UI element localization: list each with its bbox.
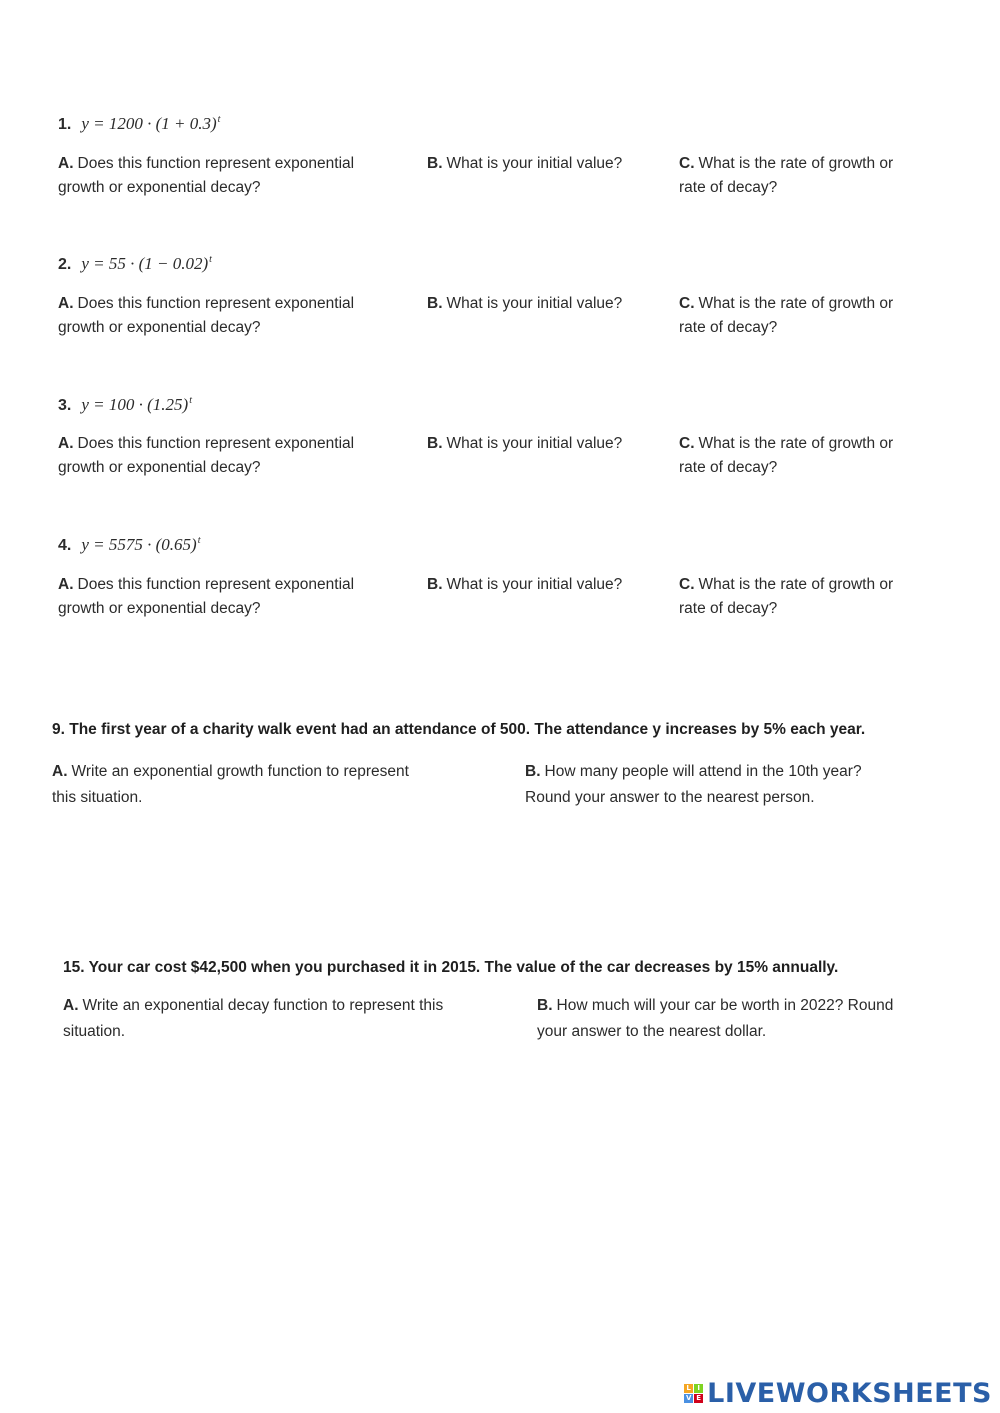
part-b bbox=[427, 573, 657, 597]
part-c-text: What is the rate of growth or rate of decay? bbox=[679, 155, 894, 196]
part-a-text: Write an exponential decay function to represent this situation. bbox=[63, 997, 444, 1040]
question-number: 3. bbox=[58, 397, 72, 414]
part-c-label: C. bbox=[679, 155, 695, 172]
part-c-label: C. bbox=[679, 435, 695, 452]
part-c-label: C. bbox=[679, 295, 695, 312]
part-c bbox=[679, 432, 939, 480]
word-problem-title: 9. The first year of a charity walk event had an attendance of 500. The attendance y increases by 5% each year. bbox=[52, 721, 866, 738]
logo-text: LIVEWORKSHEETS bbox=[707, 1378, 992, 1409]
equation-base: y = 5575 · (0.65) bbox=[81, 535, 197, 554]
part-a-text: Does this function represent exponential growth or exponential decay? bbox=[58, 576, 355, 617]
part-a-label: A. bbox=[58, 295, 74, 312]
part-c bbox=[679, 292, 939, 340]
word-part-b bbox=[525, 759, 945, 811]
part-c-label: C. bbox=[679, 576, 695, 593]
equation-exponent: t bbox=[189, 395, 192, 407]
part-b-text: What is your initial value? bbox=[446, 576, 623, 593]
question-equation bbox=[58, 114, 220, 134]
word-problem-title: 15. Your car cost $42,500 when you purchased it in 2015. The value of the car decreases by 15% annually. bbox=[63, 959, 839, 976]
part-a-label: A. bbox=[58, 576, 74, 593]
part-b-label: B. bbox=[537, 997, 553, 1014]
logo-mark-icon bbox=[684, 1384, 703, 1403]
question-equation bbox=[58, 254, 212, 274]
logo-mark-cell: L bbox=[684, 1384, 693, 1393]
part-b bbox=[427, 292, 657, 316]
part-b-label: B. bbox=[427, 435, 443, 452]
part-a-text: Write an exponential growth function to represent this situation. bbox=[52, 763, 409, 806]
question-equation bbox=[58, 535, 200, 555]
part-b-label: B. bbox=[427, 155, 443, 172]
part-b-label: B. bbox=[427, 295, 443, 312]
equation-base: y = 100 · (1.25) bbox=[81, 395, 189, 414]
part-a bbox=[58, 292, 418, 340]
part-c bbox=[679, 152, 939, 200]
part-a-text: Does this function represent exponential growth or exponential decay? bbox=[58, 155, 355, 196]
part-b-text: How much will your car be worth in 2022? Round your answer to the nearest dollar. bbox=[537, 997, 894, 1040]
equation-exponent: t bbox=[209, 254, 212, 266]
part-a bbox=[58, 432, 418, 480]
word-part-a bbox=[63, 993, 513, 1045]
liveworksheets-logo bbox=[684, 1378, 992, 1409]
part-a-text: Does this function represent exponential growth or exponential decay? bbox=[58, 435, 355, 476]
equation-text bbox=[81, 254, 212, 273]
equation-exponent: t bbox=[217, 114, 221, 126]
part-b-text: What is your initial value? bbox=[446, 155, 623, 172]
equation-base: y = 1200 · (1 + 0.3) bbox=[81, 114, 217, 133]
part-a-label: A. bbox=[63, 997, 79, 1014]
logo-mark-cell: E bbox=[694, 1394, 703, 1403]
part-b-text: How many people will attend in the 10th year? Round your answer to the nearest person. bbox=[525, 763, 862, 806]
part-c-text: What is the rate of growth or rate of decay? bbox=[679, 435, 894, 476]
part-b-label: B. bbox=[427, 576, 443, 593]
word-part-b bbox=[537, 993, 957, 1045]
equation-exponent: t bbox=[197, 535, 201, 547]
part-b-label: B. bbox=[525, 763, 541, 780]
part-c bbox=[679, 573, 939, 621]
word-part-a bbox=[52, 759, 472, 811]
question-number: 1. bbox=[58, 116, 72, 133]
question-number: 4. bbox=[58, 537, 72, 554]
part-c-text: What is the rate of growth or rate of decay? bbox=[679, 295, 894, 336]
question-equation bbox=[58, 395, 192, 415]
equation-base: y = 55 · (1 − 0.02) bbox=[81, 254, 209, 273]
part-b bbox=[427, 152, 657, 176]
part-a-label: A. bbox=[52, 763, 68, 780]
equation-text bbox=[81, 535, 200, 554]
part-a bbox=[58, 573, 418, 621]
logo-mark-cell: V bbox=[685, 1394, 692, 1402]
part-a-text: Does this function represent exponential growth or exponential decay? bbox=[58, 295, 355, 336]
part-b-text: What is your initial value? bbox=[446, 435, 623, 452]
part-a-label: A. bbox=[58, 435, 74, 452]
equation-text bbox=[81, 395, 192, 414]
part-a-label: A. bbox=[58, 155, 74, 172]
part-c-text: What is the rate of growth or rate of decay? bbox=[679, 576, 894, 617]
logo-mark-cell: I bbox=[694, 1384, 703, 1393]
part-b bbox=[427, 432, 657, 456]
part-a bbox=[58, 152, 418, 200]
question-number: 2. bbox=[58, 256, 72, 273]
part-b-text: What is your initial value? bbox=[446, 295, 623, 312]
equation-text bbox=[81, 114, 220, 133]
